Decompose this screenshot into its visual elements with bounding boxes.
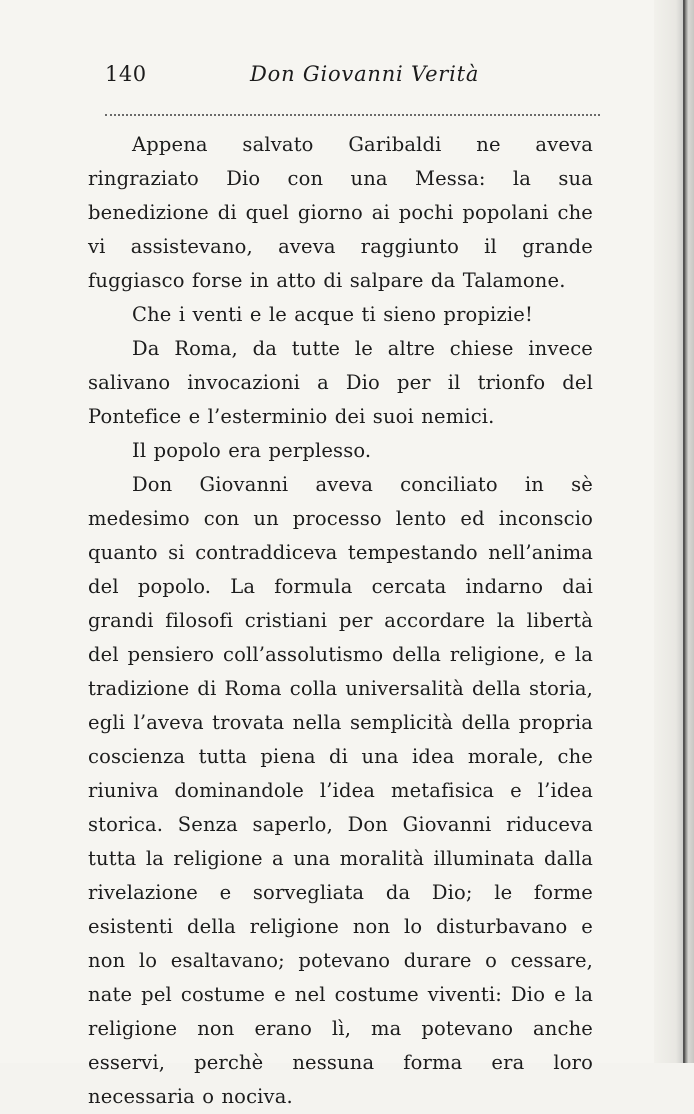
paragraph: Don Giovanni aveva conciliato in sè medesimo con un processo lento ed inconscio quanto si contraddiceva tempestando nell’anima del popolo. La formula cercata indarno dai grandi filosofi cristiani per accordare la libertà del pensiero coll’assolutismo della religione, e la tradizione di Roma colla universalità della storia, egli l’aveva trovata nella semplicità della propria coscienza tutta piena di una idea morale, che riuniva dominandole l’idea metafisica e l’idea storica. Senza saperlo, Don Giovanni riduceva tutta la religione a una moralità illuminata dalla rivelazione e sorvegliata da Dio; le forme esistenti della religione non lo disturbavano e non lo esaltavano; potevano durare o cessare, nate pel costume e nel costume viventi: Dio e la religione non erano lì, ma potevano anche esservi, perchè nessuna forma era loro necessaria o nociva. [88,473,593,1108]
body-text [88,128,593,1114]
paragraph: Il popolo era perplesso. [132,439,372,462]
running-title: Don Giovanni Verità [250,62,480,86]
paragraph: Che i venti e le acque ti sieno propizie! [132,303,533,326]
paragraph: Da Roma, da tutte le altre chiese invece salivano invocazioni a Dio per il trionfo del Pontefice e l’esterminio dei suoi nemici. [88,337,593,428]
page-number: 140 [105,62,147,86]
page-edge-shadow [654,0,694,1063]
header-dotted-rule [105,114,600,116]
running-header [105,62,600,94]
paragraph: Appena salvato Garibaldi ne aveva ringraziato Dio con una Messa: la sua benedizione di quel giorno ai pochi popolani che vi assistevano, aveva raggiunto il grande fuggiasco forse in atto di salpare da Talamone. [88,133,593,292]
